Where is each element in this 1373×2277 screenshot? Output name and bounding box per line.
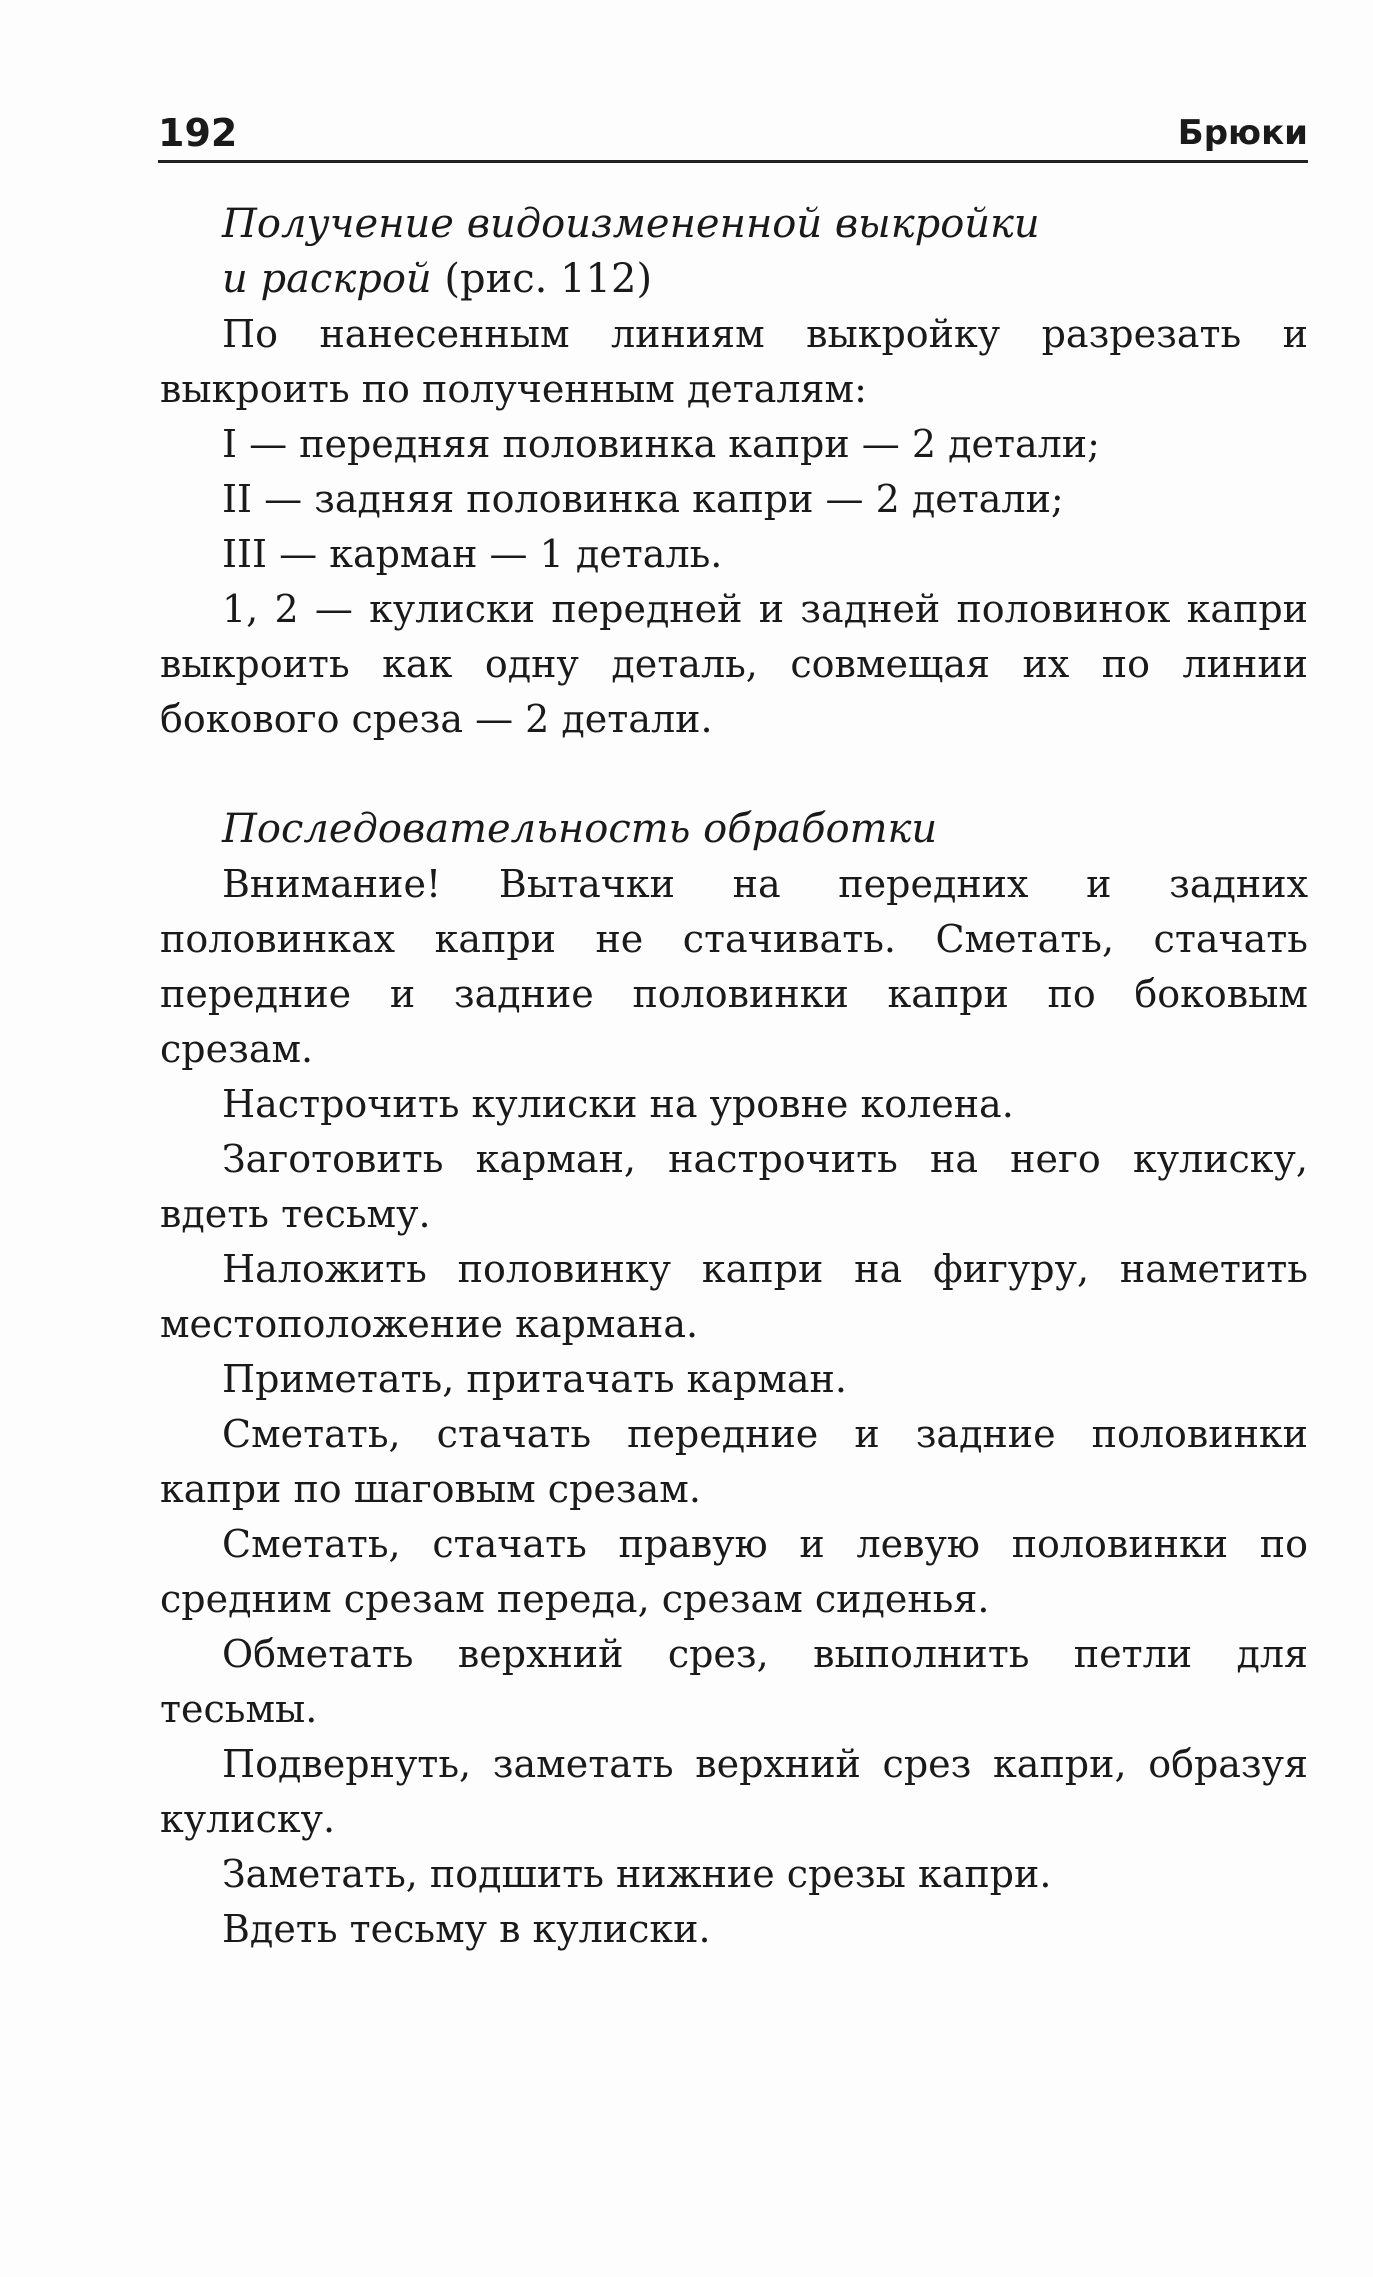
paragraph: Обметать верхний срез, выполнить петли для тесьмы. xyxy=(160,1632,1308,1731)
paragraph: Заметать, подшить нижние срезы капри. xyxy=(222,1852,1052,1896)
paragraph-detail-3: III — карман — 1 деталь. xyxy=(222,532,723,576)
section-title-line1: Получение видоизмененной выкройки xyxy=(222,201,1040,247)
paragraph: По нанесенным линиям выкройку разрезать и выкроить по полученным деталям: xyxy=(160,312,1308,411)
figure-reference: (рис. 112) xyxy=(431,256,653,302)
paragraph: Сметать, стачать передние и задние половинки капри по шаговым срезам. xyxy=(160,1412,1308,1511)
paragraph: Наложить половинку капри на фигуру, наметить местоположение кармана. xyxy=(160,1247,1308,1346)
paragraph: Внимание! Вытачки на передних и задних половинках капри не стачивать. Сметать, стачать передние и задние половинки капри по боковым срезам. xyxy=(160,862,1308,1071)
paragraph: Сметать, стачать правую и левую половинки по средним срезам переда, срезам сиденья. xyxy=(160,1522,1308,1621)
page-number: 192 xyxy=(158,111,238,155)
page-content xyxy=(160,197,1308,1957)
paragraph: Вдеть тесьму в кулиски. xyxy=(222,1907,711,1951)
paragraph-detail-1: I — передняя половинка капри — 2 детали; xyxy=(222,422,1100,466)
section-title-line2: и раскрой xyxy=(222,256,432,302)
paragraph: 1, 2 — кулиски передней и задней половинок капри выкроить как одну деталь, совмещая их по линии бокового среза — 2 детали. xyxy=(160,587,1308,741)
paragraph: Приметать, притачать карман. xyxy=(222,1357,847,1401)
section-gap xyxy=(160,747,1308,802)
paragraph: Заготовить карман, настрочить на него кулиску, вдеть тесьму. xyxy=(160,1137,1308,1236)
section-title-processing: Последовательность обработки xyxy=(222,806,938,852)
paragraph: Настрочить кулиски на уровне колена. xyxy=(222,1082,1014,1126)
section-title-pattern xyxy=(160,197,1308,307)
paragraph: Подвернуть, заметать верхний срез капри, образуя кулиску. xyxy=(160,1742,1308,1841)
page-header xyxy=(158,108,1308,163)
paragraph-detail-2: II — задняя половинка капри — 2 детали; xyxy=(222,477,1064,521)
running-head: Брюки xyxy=(1177,113,1308,153)
